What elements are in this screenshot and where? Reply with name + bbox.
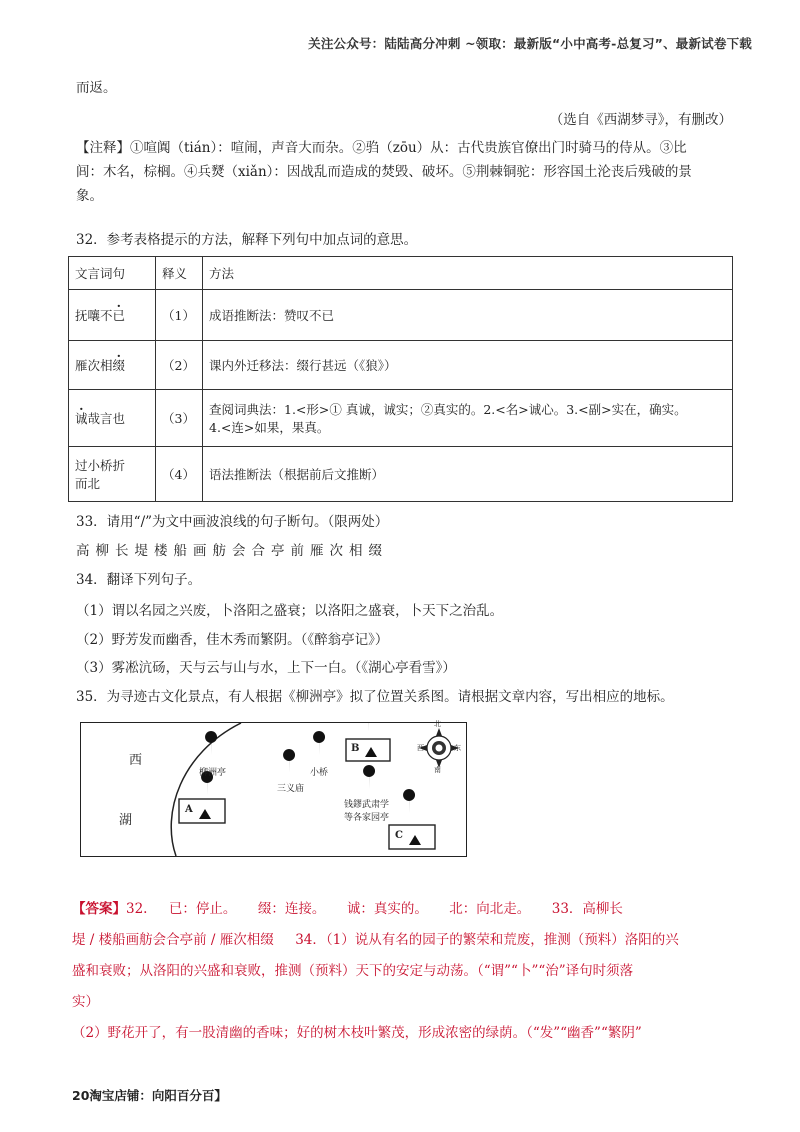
place-label: 等各家园亭 (344, 813, 390, 823)
dotted-word: 已 (112, 308, 126, 323)
method-cell: 成语推断法：赞叹不已 (203, 290, 733, 341)
pin-qianliu (363, 765, 375, 789)
place-label: 钱鏐武肃学 (344, 800, 390, 810)
compass-label: 南 (434, 766, 441, 774)
annotation-line: 象。 (76, 188, 103, 204)
compass-label: 东 (454, 744, 461, 752)
dotted-word: 缀 (112, 358, 126, 373)
answer-line: 盛和衰败；从洛阳的兴盛和衰败，推测（预料）天下的安定与动荡。（“谓”“卜”“治”译句时须落 (72, 963, 634, 979)
q34-item: （1）谓以名园之兴废，卜洛阳之盛衰；以洛阳之盛衰，卜天下之治乱。 (76, 603, 504, 619)
method-text: 查阅词典法：1.<形>① 真诚，诚实；②真实的。2.<名>诚心。3.<副>实在，确实。 (209, 402, 687, 417)
lake-label: 西 (129, 753, 143, 768)
place-label: 三义庙 (277, 784, 305, 794)
compass-label: 北 (434, 720, 441, 728)
phrase-cell (69, 447, 156, 502)
method-cell: 课内外迁移法：缀行甚远（《狼》） (203, 341, 733, 390)
pin-liuzhouting (205, 731, 217, 755)
blank-cell: （4） (156, 447, 203, 502)
blank-cell: （2） (156, 341, 203, 390)
annotation-line: 【注释】①喧阗（tián）：喧闹，声音大而杂。②驺（zōu）从：古代贵族官僚出门时骑马的侍从。③比 (76, 140, 687, 156)
q34-item: （3）雾凇沆砀，天与云与山与水，上下一白。（《湖心亭看雪》） (76, 660, 456, 676)
phrase-cell (69, 290, 156, 341)
box-label: B (351, 743, 360, 754)
answer-text: 32. 已：停止。 缀：连接。 诚：真实的。 北：向北走。 33．高柳长 (126, 901, 623, 917)
answer-block (72, 894, 732, 1049)
phrase-cell (69, 341, 156, 390)
compass-icon (419, 728, 459, 768)
q32-stem: 32．参考表格提示的方法，解释下列句中加点词的意思。 (76, 232, 418, 248)
table-row (69, 447, 733, 502)
place-label: 小桥 (310, 768, 329, 778)
lake-label: 湖 (119, 813, 133, 828)
dotted-word: 诚 (75, 411, 88, 426)
table-header: 方法 (203, 257, 733, 290)
table-header: 释义 (156, 257, 203, 290)
place-label: 柳洲亭 (199, 768, 227, 778)
answer-line: （2）野花开了，有一股清幽的香味；好的树木枝叶繁茂，形成浓密的绿荫。（“发”“幽香”“繁阴” (72, 1025, 642, 1041)
table-row (69, 290, 733, 341)
method-cell (203, 390, 733, 447)
source-citation: （选自《西湖梦寻》，有删改） (549, 112, 732, 128)
phrase-text: 雁次相 (75, 358, 113, 373)
pin-xiaoqiao (313, 731, 325, 755)
answer-line (72, 894, 732, 925)
passage-tail: 而返。 (76, 80, 117, 96)
q33-stem: 33．请用“/”为文中画波浪线的句子断句。（限两处） (76, 514, 389, 530)
box-label: C (395, 830, 403, 841)
table-row (69, 390, 733, 447)
mountain-icon (199, 809, 211, 819)
phrase-text: 哉言也 (87, 411, 126, 426)
box-label: A (185, 804, 193, 815)
compass-label: 西 (417, 744, 424, 752)
q35-stem: 35．为寻迹古文化景点，有人根据《柳洲亭》拟了位置关系图。请根据文章内容，写出相应的地标。 (76, 689, 674, 705)
pin-c (403, 789, 415, 813)
mountain-icon (409, 835, 421, 845)
method-text: 4.<连>如果，果真。 (209, 420, 330, 435)
q34-item: （2）野芳发而幽香，佳木秀而繁阴。（《醉翁亭记》） (76, 632, 389, 648)
pin-b (362, 723, 374, 732)
lake-shore-line (171, 723, 241, 856)
method-cell: 语法推断法（根据前后文推断） (203, 447, 733, 502)
answer-line: 堤 / 楼船画舫会合亭前 / 雁次相缀 34．（1）说从有名的园子的繁荣和荒废，推测（预料）洛阳的兴 (72, 932, 679, 948)
table-header-row (69, 257, 733, 290)
blank-cell: （3） (156, 390, 203, 447)
q33-sentence: 高柳长堤楼船画舫会合亭前雁次相缀 (76, 543, 388, 559)
pin-sanyimiao (283, 749, 295, 773)
table-row (69, 341, 733, 390)
phrase-cell (69, 390, 156, 447)
q34-stem: 34．翻译下列句子。 (76, 572, 202, 588)
blank-cell: （1） (156, 290, 203, 341)
location-map (80, 722, 467, 857)
phrase-text: 抚嚷不 (75, 308, 113, 323)
answer-line: 实） (72, 994, 99, 1010)
phrase-text: 过小桥折 (75, 458, 126, 473)
phrase-text: 而北 (75, 476, 101, 491)
map-drawing (81, 723, 466, 856)
annotation-line: 闾：木名，棕榈。④兵燹（xiǎn）：因战乱而造成的焚毁、破坏。⑤荆棘铜驼：形容国土沦丧后残破的景 (76, 164, 692, 180)
answer-tag: 【答案】 (72, 901, 126, 917)
q32-table (68, 256, 733, 502)
mountain-icon (365, 747, 377, 757)
page-header: 关注公众号：陆陆高分冲刺 ~领取：最新版“小中高考-总复习”、最新试卷下载 (308, 36, 752, 51)
annotation-block (76, 136, 726, 208)
table-header: 文言词句 (69, 257, 156, 290)
page-footer: 20淘宝店铺：向阳百分百】 (72, 1088, 227, 1103)
